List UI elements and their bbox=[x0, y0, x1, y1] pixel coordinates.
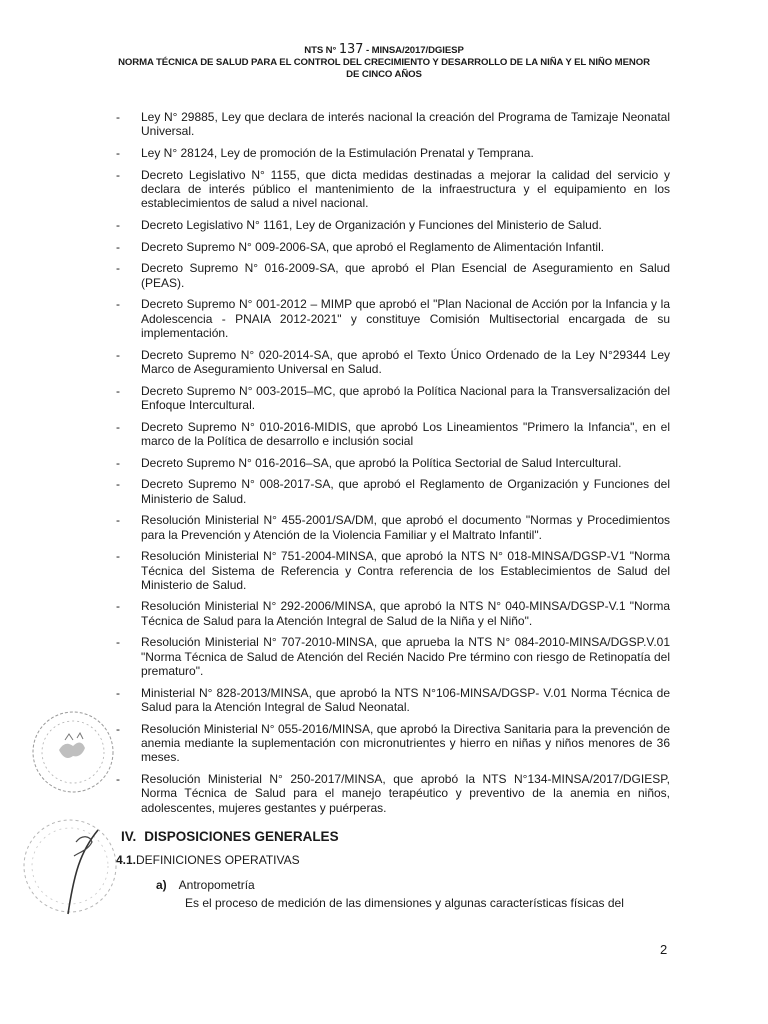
norm-title-line2: DE CINCO AÑOS bbox=[346, 69, 422, 80]
legal-item bbox=[116, 549, 670, 592]
section-title: DISPOSICIONES GENERALES bbox=[144, 829, 339, 844]
legal-item-text: Decreto Legislativo N° 1155, que dicta medidas destinadas a mejorar la calidad del servicio y declara de interés público el mantenimiento de la infraestructura y el equipamiento en los establecimientos de salud a nivel nacional. bbox=[141, 167, 670, 211]
legal-item-text: Decreto Legislativo N° 1161, Ley de Organización y Funciones del Ministerio de Salud. bbox=[141, 217, 602, 232]
norm-title-line1: NORMA TÉCNICA DE SALUD PARA EL CONTROL DEL CRECIMIENTO Y DESARROLLO DE LA NIÑA Y EL NIÑO MENOR bbox=[118, 57, 650, 68]
legal-item bbox=[116, 384, 670, 413]
legal-item-text: Decreto Supremo N° 016-2009-SA, que aprobó el Plan Esencial de Aseguramiento en Salud (PEAS). bbox=[141, 261, 670, 290]
list-dash: - bbox=[116, 685, 120, 700]
norm-code: NTS N° 137 - MINSA/2017/DGIESP bbox=[304, 42, 464, 57]
page-number: 2 bbox=[660, 942, 668, 957]
list-dash: - bbox=[116, 635, 120, 650]
list-dash: - bbox=[116, 217, 120, 232]
official-seal-stamp bbox=[25, 700, 125, 800]
legal-item bbox=[116, 261, 670, 290]
legal-item-text: Resolución Ministerial N° 055-2016/MINSA, que aprobó la Directiva Sanitaria para la prevención de anemia mediante la suplementación con micronutrientes y hierro en niñas y niños menores de 36 meses. bbox=[141, 721, 670, 765]
subsection-number: 4.1. bbox=[116, 853, 137, 867]
legal-item bbox=[116, 168, 670, 211]
list-dash: - bbox=[116, 297, 120, 312]
legal-item-text: Resolución Ministerial N° 751-2004-MINSA, que aprobó la NTS N° 018-MINSA/DGSP-V1 "Norma Técnica del Sistema de Referencia y Contra referencia de los Establecimientos de Salud del Ministerio de Salud. bbox=[141, 549, 670, 592]
list-dash: - bbox=[116, 599, 120, 614]
legal-item bbox=[116, 599, 670, 628]
list-dash: - bbox=[116, 549, 120, 564]
list-dash: - bbox=[116, 383, 120, 398]
list-dash: - bbox=[116, 145, 120, 160]
list-dash: - bbox=[116, 721, 120, 736]
subsection-heading bbox=[116, 853, 300, 867]
definition-paragraph: Es el proceso de medición de las dimensiones y algunas características físicas del bbox=[185, 896, 624, 910]
legal-item-text: Resolución Ministerial N° 292-2006/MINSA, que aprobó la NTS N° 040-MINSA/DGSP-V.1 "Norma Técnica de Salud para la Atención Integral de Salud de la Niña y el Niño". bbox=[141, 599, 670, 628]
official-seal-signature bbox=[10, 812, 120, 920]
legal-item bbox=[116, 722, 670, 765]
legal-item-text: Decreto Supremo N° 016-2016–SA, que aprobó la Política Sectorial de Salud Intercultural. bbox=[141, 455, 622, 470]
legal-item-text: Decreto Supremo N° 008-2017-SA, que aprobó el Reglamento de Organización y Funciones del Ministerio de Salud. bbox=[141, 477, 670, 506]
list-dash: - bbox=[116, 347, 120, 362]
legal-item bbox=[116, 297, 670, 340]
legal-item-text: Ley N° 29885, Ley que declara de interés nacional la creación del Programa de Tamizaje Neonatal Universal. bbox=[141, 110, 670, 139]
legal-item bbox=[116, 348, 670, 377]
list-dash: - bbox=[116, 261, 120, 276]
legal-item-text: Decreto Supremo N° 009-2006-SA, que aprobó el Reglamento de Alimentación Infantil. bbox=[141, 239, 605, 254]
legal-item-text: Resolución Ministerial N° 250-2017/MINSA, que aprobó la NTS N°134-MINSA/2017/DGIESP, Norma Técnica de Salud para el manejo terapéutico y preventivo de la anemia en niños, adolescentes, mujeres gestantes y puérperas. bbox=[141, 772, 670, 815]
legal-item bbox=[116, 477, 670, 506]
legal-item bbox=[116, 456, 670, 470]
legal-item bbox=[116, 146, 670, 160]
legal-item bbox=[116, 240, 670, 254]
list-dash: - bbox=[116, 110, 120, 124]
legal-item-text: Decreto Supremo N° 003-2015–MC, que aprobó la Política Nacional para la Transversalización del Enfoque Intercultural. bbox=[141, 383, 670, 412]
legal-base-list bbox=[116, 110, 670, 822]
norm-number: 137 bbox=[338, 42, 364, 57]
legal-item bbox=[116, 513, 670, 542]
legal-item bbox=[116, 635, 670, 678]
list-dash: - bbox=[116, 477, 120, 492]
list-dash: - bbox=[116, 513, 120, 528]
list-dash: - bbox=[116, 772, 120, 787]
legal-item bbox=[116, 772, 670, 815]
legal-item-text: Decreto Supremo N° 020-2014-SA, que aprobó el Texto Único Ordenado de la Ley N°29344 Ley Marco de Aseguramiento Universal en Salud. bbox=[141, 347, 670, 376]
list-dash: - bbox=[116, 419, 120, 434]
list-dash: - bbox=[116, 455, 120, 470]
list-dash: - bbox=[116, 239, 120, 254]
definition-title: Antropometría bbox=[178, 878, 255, 892]
legal-item-text: Decreto Supremo N° 010-2016-MIDIS, que aprobó Los Lineamientos "Primero la Infancia", en el marco de la Política de desarrollo e inclusión social bbox=[141, 419, 670, 448]
legal-item-text: Ley N° 28124, Ley de promoción de la Estimulación Prenatal y Temprana. bbox=[141, 145, 534, 160]
document-header bbox=[0, 44, 768, 81]
list-dash: - bbox=[116, 167, 120, 182]
legal-item bbox=[116, 686, 670, 715]
legal-item bbox=[116, 110, 670, 139]
section-heading bbox=[121, 829, 339, 844]
legal-item-text: Decreto Supremo N° 001-2012 – MIMP que aprobó el "Plan Nacional de Acción por la Infancia y la Adolescencia - PNAIA 2012-2021" y constituye Comisión Multisectorial encargada de su implementación. bbox=[141, 297, 670, 340]
legal-item bbox=[116, 420, 670, 449]
legal-item-text: Resolución Ministerial N° 455-2001/SA/DM, que aprobó el documento "Normas y Procedimientos para la Prevención y Atención de la Violencia Familiar y el Maltrato Infantil". bbox=[141, 513, 670, 542]
legal-item-text: Resolución Ministerial N° 707-2010-MINSA, que aprueba la NTS N° 084-2010-MINSA/DGSP.V.01 "Norma Técnica de Salud de Atención del Recién Nacido Pre término con riesgo de Retinopatía del prematuro". bbox=[141, 635, 670, 679]
definition-item bbox=[156, 878, 255, 892]
definition-letter: a) bbox=[156, 878, 167, 892]
legal-item bbox=[116, 218, 670, 232]
legal-item-text: Ministerial N° 828-2013/MINSA, que aprobó la NTS N°106-MINSA/DGSP- V.01 Norma Técnica de Salud para la Atención Integral de Salud Neonatal. bbox=[141, 685, 670, 715]
subsection-title: DEFINICIONES OPERATIVAS bbox=[136, 853, 300, 867]
section-number: IV. bbox=[121, 829, 137, 844]
